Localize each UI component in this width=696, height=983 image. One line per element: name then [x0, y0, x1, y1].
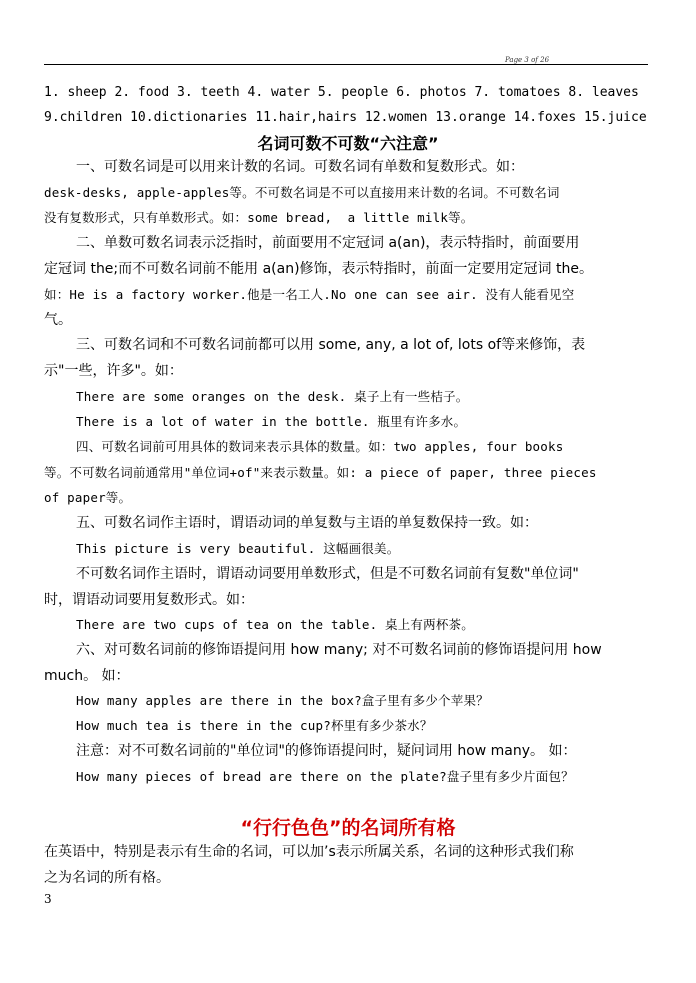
- body-line: 示"一些，许多"。如：: [44, 363, 183, 379]
- body-line: 如：He is a factory worker.他是一名工人.No one can see air. 没有人能看见空: [44, 287, 575, 302]
- section-title-countable: 名词可数不可数“六注意”: [257, 134, 439, 153]
- body-line: 五、可数名词作主语时，谓语动词的单复数与主语的单复数保持一致。如：: [76, 515, 538, 531]
- body-line: 时，谓语动词要用复数形式。如：: [44, 592, 254, 608]
- body-line: much。 如：: [44, 668, 130, 684]
- body-line: 四、可数名词前可用具体的数词来表示具体的数量。如：two apples, four books: [76, 439, 564, 454]
- page-number: 3: [44, 892, 52, 906]
- body-line: 等。不可数名词前通常用"单位词+of"来表示数量。如: a piece of paper, three pieces: [44, 465, 597, 480]
- section-title-possessive: “行行色色”的名词所有格: [240, 817, 456, 839]
- body-line: 三、可数名词和不可数名词前都可以用 some, any, a lot of, lots of等来修饰，表: [76, 337, 586, 353]
- body-line: 六、对可数名词前的修饰语提问用 how many; 对不可数名词前的修饰语提问用 how: [76, 642, 602, 658]
- body-line: 定冠词 the;而不可数名词前不能用 a(an)修饰，表示特指时，前面一定要用定冠词 the。: [44, 261, 593, 277]
- example-sentence: There are two cups of tea on the table. 桌上有两杯茶。: [76, 617, 474, 632]
- answer-line-2: 9.children 10.dictionaries 11.hair,hairs 12.women 13.orange 14.foxes 15.juice: [44, 110, 647, 125]
- note-line: 注意：对不可数名词前的"单位词"的修饰语提问时，疑问词用 how many。 如：: [76, 743, 577, 759]
- example-sentence: There is a lot of water in the bottle. 瓶里有许多水。: [76, 414, 467, 429]
- header-rule: [44, 64, 648, 65]
- example-sentence: How much tea is there in the cup?杯里有多少茶水？: [76, 718, 433, 733]
- body-line: 气。: [44, 312, 72, 328]
- example-sentence: There are some oranges on the desk. 桌子上有一些桔子。: [76, 389, 469, 404]
- body-line: 不可数名词作主语时，谓语动词要用单数形式，但是不可数名词前有复数"单位词": [76, 566, 579, 582]
- body-line: 一、可数名词是可以用来计数的名词。可数名词有单数和复数形式。如：: [76, 159, 524, 175]
- answer-line-1: 1. sheep 2. food 3. teeth 4. water 5. people 6. photos 7. tomatoes 8. leaves: [44, 85, 639, 100]
- page-header-label: Page 3 of 26: [505, 56, 550, 64]
- body-line: 在英语中，特别是表示有生命的名词，可以加’s表示所属关系，名词的这种形式我们称: [44, 844, 574, 860]
- body-line: 二、单数可数名词表示泛指时，前面要用不定冠词 a(an)，表示特指时，前面要用: [76, 235, 580, 251]
- example-sentence: How many pieces of bread are there on the plate?盘子里有多少片面包？: [76, 769, 574, 784]
- example-sentence: This picture is very beautiful. 这幅画很美。: [76, 541, 400, 556]
- body-line: of paper等。: [44, 490, 132, 505]
- example-sentence: How many apples are there in the box?盒子里有多少个苹果？: [76, 693, 489, 708]
- body-line: desk-desks, apple-apples等。不可数名词是不可以直接用来计数的名词。不可数名词: [44, 185, 560, 200]
- body-line: 之为名词的所有格。: [44, 870, 170, 886]
- body-line: 没有复数形式，只有单数形式。如：some bread, a little milk等。: [44, 210, 474, 225]
